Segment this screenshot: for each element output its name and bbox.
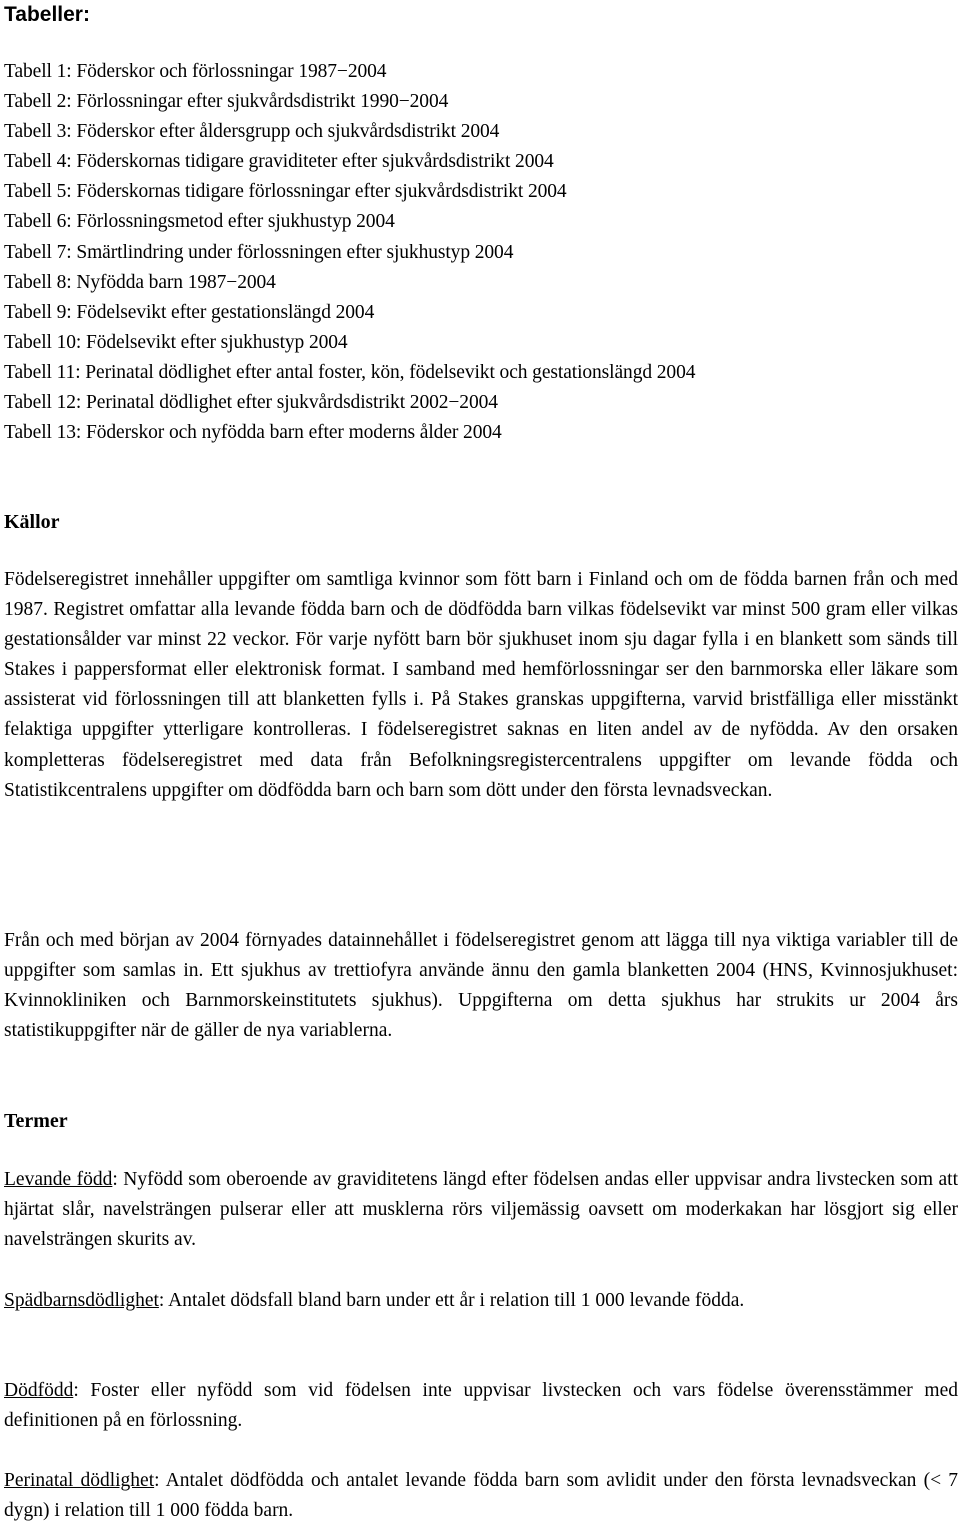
terms-heading: Termer <box>4 1110 68 1132</box>
page-title: Tabeller: <box>4 3 90 26</box>
table-list-item: Tabell 10: Födelsevikt efter sjukhustyp 2004 <box>4 331 348 353</box>
term-definition-dodfodd <box>4 1376 958 1436</box>
table-list-item: Tabell 2: Förlossningar efter sjukvårdsdistrikt 1990−2004 <box>4 91 449 113</box>
table-list-item: Tabell 7: Smärtlindring under förlossningen efter sjukhustyp 2004 <box>4 241 514 263</box>
term-label: Perinatal dödlighet <box>4 1470 155 1491</box>
term-label: Dödfödd <box>4 1380 74 1401</box>
term-text: : Antalet dödfödda och antalet levande födda barn som avlidit under den första levnadsveckan (< 7 dygn) i relation till 1 000 födda barn. <box>4 1470 958 1522</box>
sources-paragraph-2: Från och med början av 2004 förnyades datainnehållet i födelseregistret genom att lägga till nya viktiga variabler till de uppgifter som samlas in. Ett sjukhus av trettiofyra använde ännu den gamla blanketten 2004 (HNS, Kvinnosjukhuset: Kvinnokliniken och Barnmorskeinstitutets sjukhus). Uppgifterna om detta sjukhus har strukits ur 2004 års statistikuppgifter när de gäller de nya variablerna. <box>4 930 958 1042</box>
table-list-item: Tabell 12: Perinatal dödlighet efter sjukvårdsdistrikt 2002−2004 <box>4 392 498 414</box>
table-list <box>4 57 958 448</box>
table-list-item: Tabell 9: Födelsevikt efter gestationslängd 2004 <box>4 301 375 323</box>
table-list-item: Tabell 4: Föderskornas tidigare graviditeter efter sjukvårdsdistrikt 2004 <box>4 151 554 173</box>
table-list-item: Tabell 13: Föderskor och nyfödda barn efter moderns ålder 2004 <box>4 422 502 444</box>
term-text: : Antalet dödsfall bland barn under ett år i relation till 1 000 levande födda. <box>158 1290 745 1311</box>
table-list-item: Tabell 5: Föderskornas tidigare förlossningar efter sjukvårdsdistrikt 2004 <box>4 181 567 203</box>
term-text: : Foster eller nyfödd som vid födelsen inte uppvisar livstecken och vars födelse överensstämmer med definitionen på en förlossning. <box>4 1380 958 1432</box>
table-list-item: Tabell 1: Föderskor och förlossningar 1987−2004 <box>4 61 387 82</box>
table-list-item: Tabell 6: Förlossningsmetod efter sjukhustyp 2004 <box>4 211 395 233</box>
sources-heading: Källor <box>4 511 60 533</box>
table-list-item: Tabell 3: Föderskor efter åldersgrupp och sjukvårdsdistrikt 2004 <box>4 121 500 143</box>
term-label: Spädbarnsdödlighet <box>4 1290 159 1311</box>
term-label: Levande född <box>4 1169 113 1190</box>
term-definition-perinatal-dodlighet <box>4 1466 958 1526</box>
term-text: : Nyfödd som oberoende av graviditetens längd efter födelsen andas eller uppvisar andra livstecken som att hjärtat slår, navelsträngen pulserar eller att musklerna rörs viljemässig oavsett om moderkakan har lösgjort sig eller navelsträngen skurits av. <box>4 1169 959 1251</box>
sources-paragraph-1: Födelseregistret innehåller uppgifter om samtliga kvinnor som fött barn i Finland och om de födda barnen från och med 1987. Registret omfattar alla levande födda barn och de dödfödda barn vilkas födelsevikt var minst 500 gram eller vilkas gestationsålder var minst 22 veckor. För varje nyfött barn bör sjukhuset inom sju dagar fylla i en blankett som sänds till Stakes i pappersformat eller elektronisk format. I samband med hemförlossningar ser den barnmorska eller läkare som assisterat vid förlossningen till att blanketten fylls i. På Stakes granskas uppgifterna, varvid bristfälliga eller misstänkt felaktiga uppgifter ytterligare kontrolleras. I födelseregistret saknas en liten andel av de nyfödda. Av den orsaken kompletteras födelseregistret med data från Befolkningsregistercentralens uppgifter om levande födda och Statistikcentralens uppgifter om dödfödda barn och barn som dött under den första levnadsveckan. <box>4 569 958 801</box>
term-definition-levande-fodd <box>4 1165 958 1255</box>
table-list-item: Tabell 11: Perinatal dödlighet efter antal foster, kön, födelsevikt och gestationslängd 2004 <box>4 361 696 383</box>
table-list-item: Tabell 8: Nyfödda barn 1987−2004 <box>4 271 276 293</box>
term-definition-spadbarnsdodlighet <box>4 1286 958 1316</box>
